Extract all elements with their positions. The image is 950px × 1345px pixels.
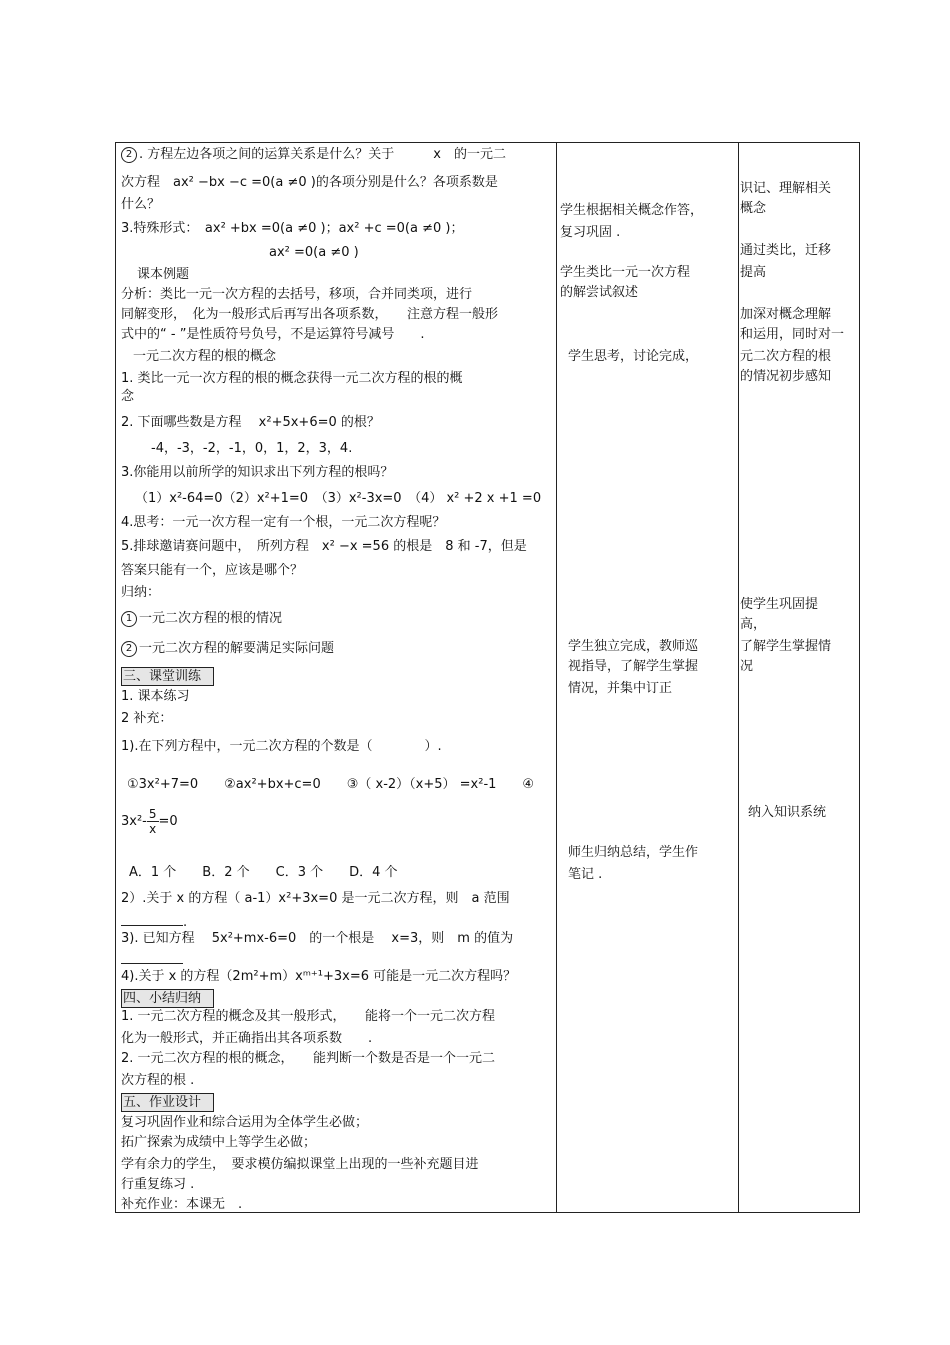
text-line: 学生类比一元一次方程 bbox=[560, 265, 691, 280]
text-line: 了解学生掌握情 bbox=[740, 639, 832, 654]
text-line: 师生归纳总结，学生作 bbox=[568, 845, 699, 860]
text-line: 纳入知识系统 bbox=[748, 805, 827, 820]
circled-number: 1 bbox=[121, 611, 137, 627]
text-line: 学生思考，讨论完成， bbox=[568, 349, 699, 364]
text-line: 通过类比，迁移 bbox=[740, 243, 832, 258]
text-line: 1. 一元二次方程的概念及其一般形式， 能将一个一元二次方程 bbox=[121, 1009, 496, 1024]
text-line: -4，-3，-2，-1，0，1，2，3，4. bbox=[151, 441, 353, 456]
text-line: 2 . 方程左边各项之间的运算关系是什么？关于 x 的一元二 bbox=[121, 145, 506, 165]
text-line: 5.排球邀请赛问题中， 所列方程 x² −x =56 的根是 8 和 -7，但是 bbox=[121, 539, 527, 554]
text-line: 2）.关于 x 的方程（ a-1）x²+3x=0 是一元二次方程，则 a 范围 bbox=[121, 891, 510, 906]
fraction: $\frac{5}{x}$ bbox=[148, 807, 157, 836]
text-line: 的解尝试叙述 bbox=[560, 285, 639, 300]
text-line: 况 bbox=[740, 659, 754, 674]
text-line: 答案只能有一个，应该是哪个？ bbox=[121, 563, 304, 578]
text-line: 3). 已知方程 5x²+mx-6=0 的一个根是 x=3，则 m 的值为 bbox=[121, 931, 514, 946]
text-line: 同解变形， 化为一般形式后再写出各项系数， 注意方程一般形 bbox=[121, 307, 499, 322]
text-line: 3.特殊形式： ax² +bx =0(a ≠0 )；ax² +c =0(a ≠0 )； bbox=[121, 221, 464, 236]
design-intent-column bbox=[740, 143, 860, 1212]
text-line: 4.思考：一元一次方程一定有一个根，一元二次方程呢？ bbox=[121, 515, 446, 530]
text-line: 课本例题 bbox=[137, 267, 190, 282]
text-line: 提高 bbox=[740, 265, 767, 280]
text-line: 2. 下面哪些数是方程 x²+5x+6=0 的根？ bbox=[121, 415, 380, 430]
text-line: 1 一元二次方程的根的情况 bbox=[121, 609, 282, 629]
section-heading: 三、课堂训练 bbox=[121, 667, 214, 687]
text-line: 归纳： bbox=[121, 585, 161, 600]
section-heading: 五、作业设计 bbox=[121, 1093, 214, 1113]
text-line: A．1 个 B．2 个 C．3 个 D．4 个 bbox=[129, 865, 398, 880]
text-line: 什么？ bbox=[121, 197, 161, 212]
text-line: ①3x²+7=0 ②ax²+bx+c=0 ③（ x-2）（x+5） =x²-1 ④ bbox=[127, 777, 535, 792]
text-line: （1）x²-64=0（2）x²+1=0 （3）x²-3x=0 （4） x² +2 x +1 =0 bbox=[135, 491, 542, 506]
text-line: 复习巩固 . bbox=[560, 225, 621, 240]
column-divider bbox=[738, 143, 739, 1212]
column-divider bbox=[556, 143, 557, 1212]
text-line: 2 补充： bbox=[121, 711, 173, 726]
text-line: 1).在下列方程中，一元二次方程的个数是（ ）. bbox=[121, 739, 442, 754]
text-line: 3.你能用以前所学的知识求出下列方程的根吗？ bbox=[121, 465, 394, 480]
text-line: 的情况初步感知 bbox=[740, 369, 832, 384]
circled-number: 2 bbox=[121, 147, 137, 163]
text-line: ax² =0(a ≠0 ) bbox=[269, 245, 359, 260]
student-activity-column bbox=[560, 143, 735, 1212]
text-line: 2. 一元二次方程的根的概念， 能判断一个数是否是一个一元二 bbox=[121, 1051, 496, 1066]
text-line: 4).关于 x 的方程（2m²+m）xᵐ⁺¹+3x=6 可能是一元二次方程吗？ bbox=[121, 969, 517, 984]
text-line: 复习巩固作业和综合运用为全体学生必做； bbox=[121, 1115, 369, 1130]
answer-blank: . bbox=[121, 911, 187, 933]
text-line: 使学生巩固提 bbox=[740, 597, 819, 612]
text-line: 元二次方程的根 bbox=[740, 349, 832, 364]
text-line: 加深对概念理解 bbox=[740, 307, 832, 322]
text-line: 2 一元二次方程的解要满足实际问题 bbox=[121, 639, 334, 659]
text-line: 笔记 . bbox=[568, 867, 603, 882]
text-line: 视指导，了解学生掌握 bbox=[568, 659, 699, 674]
text-line: 学有余力的学生， 要求模仿编拟课堂上出现的一些补充题目进 bbox=[121, 1157, 479, 1172]
text-line: 1. 课本练习 bbox=[121, 689, 190, 704]
text-line: 情况，并集中订正 bbox=[568, 681, 673, 696]
text-line: 行重复练习 . bbox=[121, 1177, 195, 1192]
circled-number: 2 bbox=[121, 641, 137, 657]
fraction-line: 3x²- $\frac{5}{x}$ =0 bbox=[121, 807, 178, 836]
text-line: 分析：类比一元一次方程的去括号，移项，合并同类项，进行 bbox=[121, 287, 473, 302]
text-line: 学生独立完成，教师巡 bbox=[568, 639, 699, 654]
text-line: 化为一般形式，并正确指出其各项系数 . bbox=[121, 1031, 373, 1046]
text-line: 概念 bbox=[740, 201, 767, 216]
text-line: 一元二次方程的根的概念 bbox=[133, 349, 277, 364]
text-line: 1. 类比一元一次方程的根的概念获得一元二次方程的根的概 bbox=[121, 371, 463, 386]
text-line: 次方程的根 . bbox=[121, 1073, 195, 1088]
text-line: 识记、理解相关 bbox=[740, 181, 832, 196]
text-line: 高， bbox=[740, 617, 767, 632]
section-heading: 四、小结归纳 bbox=[121, 989, 214, 1009]
text-line: 念 bbox=[121, 389, 135, 404]
teaching-content-column bbox=[121, 143, 551, 1212]
lesson-table bbox=[115, 142, 860, 1213]
text-line: 补充作业：本课无 . bbox=[121, 1197, 243, 1212]
text-line: 次方程 ax² −bx −c =0(a ≠0 )的各项分别是什么？各项系数是 bbox=[121, 175, 498, 190]
text-line: 和运用，同时对一 bbox=[740, 327, 845, 342]
text-line: 学生根据相关概念作答， bbox=[560, 203, 704, 218]
text-line: 式中的“ - ”是性质符号负号，不是运算符号减号 . bbox=[121, 327, 425, 342]
text-line: 拓广探索为成绩中上等学生必做； bbox=[121, 1135, 317, 1150]
